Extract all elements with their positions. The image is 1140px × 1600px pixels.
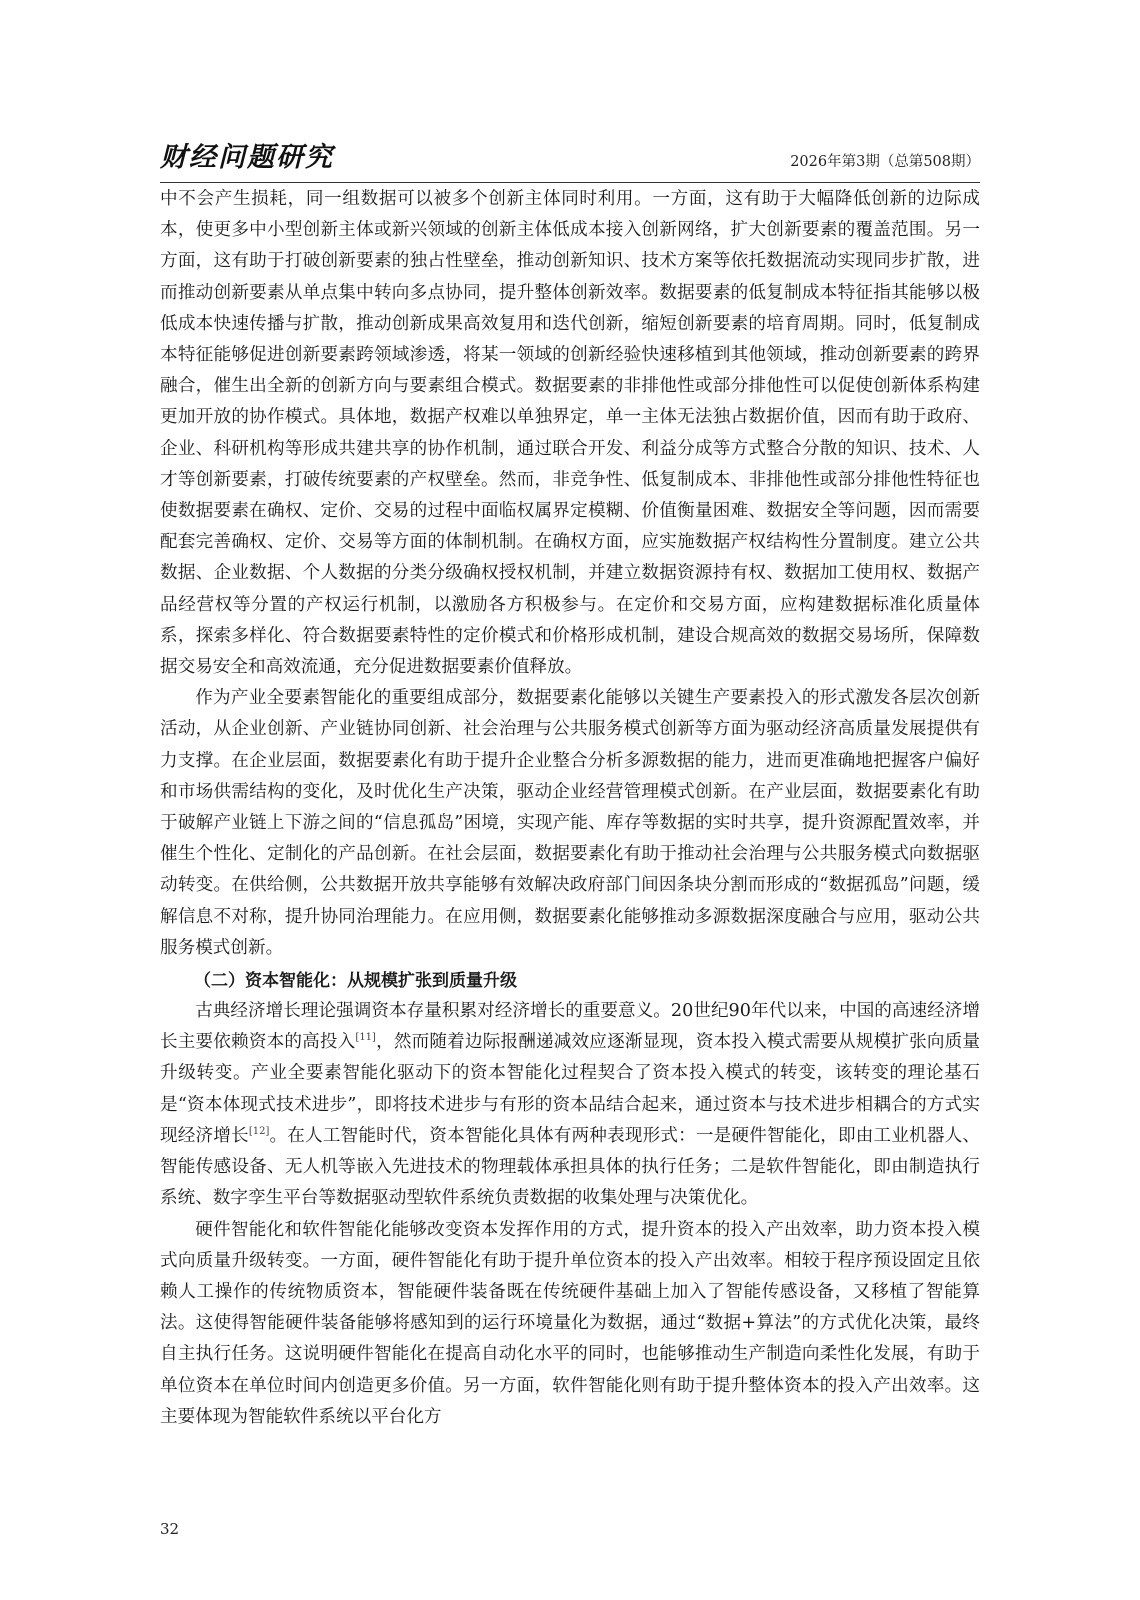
paragraph-3-part-b: ，然而随着边际报酬递减效应逐渐显现，资本投入模式需要从规模扩张向质量升级转变。产业全要素智能化驱动下的资本智能化过程契合了资本投入模式的转变，该转变的理论基石是“资本体现式技术进步”，即将技术进步与有形的资本品结合起来，通过资本与技术进步相耦合的方式实现经济增长	[160, 1032, 980, 1146]
paragraph-4: 硬件智能化和软件智能化能够改变资本发挥作用的方式，提升资本的投入产出效率，助力资本投入模式向质量升级转变。一方面，硬件智能化有助于提升单位资本的投入产出效率。相较于程序预设固定且依赖人工操作的传统物质资本，智能硬件装备既在传统硬件基础上加入了智能传感设备，又移植了智能算法。这使得智能硬件装备能够将感知到的运行环境量化为数据，通过“数据+算法”的方式优化决策，最终自主执行任务。这说明硬件智能化在提高自动化水平的同时，也能够推动生产制造向柔性化发展，有助于单位资本在单位时间内创造更多价值。另一方面，软件智能化则有助于提升整体资本的投入产出效率。这主要体现为智能软件系统以平台化方	[160, 1219, 980, 1427]
header-divider	[160, 182, 980, 183]
issue-info: 2026年第3期（总第508期）	[790, 154, 980, 170]
paragraph-2: 作为产业全要素智能化的重要组成部分，数据要素化能够以关键生产要素投入的形式激发各层次创新活动，从企业创新、产业链协同创新、社会治理与公共服务模式创新等方面为驱动经济高质量发展提供有力支撑。在企业层面，数据要素化有助于提升企业整合分析多源数据的能力，进而更准确地把握客户偏好和市场供需结构的变化，及时优化生产决策，驱动企业经营管理模式创新。在产业层面，数据要素化有助于破解产业链上下游之间的“信息孤岛”困境，实现产能、库存等数据的实时共享，提升资源配置效率，并催生个性化、定制化的产品创新。在社会层面，数据要素化有助于推动社会治理与公共服务模式向数据驱动转变。在供给侧，公共数据开放共享能够有效解决政府部门间因条块分割而形成的“数据孤岛”问题，缓解信息不对称，提升协同治理能力。在应用侧，数据要素化能够推动多源数据深度融合与应用，驱动公共服务模式创新。	[160, 688, 980, 958]
paragraph-1: 中不会产生损耗，同一组数据可以被多个创新主体同时利用。一方面，这有助于大幅降低创新的边际成本，使更多中小型创新主体或新兴领域的创新主体低成本接入创新网络，扩大创新要素的覆盖范围。另一方面，这有助于打破创新要素的独占性壁垒，推动创新知识、技术方案等依托数据流动实现同步扩散，进而推动创新要素从单点集中转向多点协同，提升整体创新效率。数据要素的低复制成本特征指其能够以极低成本快速传播与扩散，推动创新成果高效复用和迭代创新，缩短创新要素的培育周期。同时，低复制成本特征能够促进创新要素跨领域渗透，将某一领域的创新经验快速移植到其他领域，推动创新要素的跨界融合，催生出全新的创新方向与要素组合模式。数据要素的非排他性或部分排他性可以促使创新体系构建更加开放的协作模式。具体地，数据产权难以单独界定，单一主体无法独占数据价值，因而有助于政府、企业、科研机构等形成共建共享的协作机制，通过联合开发、利益分成等方式整合分散的知识、技术、人才等创新要素，打破传统要素的产权壁垒。然而，非竞争性、低复制成本、非排他性或部分排他性特征也使数据要素在确权、定价、交易的过程中面临权属界定模糊、价值衡量困难、数据安全等问题，因而需要配套完善确权、定价、交易等方面的体制机制。在确权方面，应实施数据产权结构性分置制度。建立公共数据、企业数据、个人数据的分类分级确权授权机制，并建立数据资源持有权、数据加工使用权、数据产品经营权等分置的产权运行机制，以激励各方积极参与。在定价和交易方面，应构建数据标准化质量体系，探索多样化、符合数据要素特性的定价模式和价格形成机制，建设合规高效的数据交易场所，保障数据交易安全和高效流通，充分促进数据要素价值释放。	[160, 189, 980, 678]
paragraph-3-part-c: 。在人工智能时代，资本智能化具体有两种表现形式：一是硬件智能化，即由工业机器人、智能传感设备、无人机等嵌入先进技术的物理载体承担具体的执行任务；二是软件智能化，即由制造执行系统、数字孪生平台等数据驱动型软件系统负责数据的收集处理与决策优化。	[160, 1125, 980, 1209]
section-heading: （二）资本智能化：从规模扩张到质量升级	[194, 971, 517, 992]
citation-ref-11: [11]	[355, 1032, 376, 1044]
page-number: 32	[160, 1520, 180, 1538]
article-body	[160, 184, 980, 1433]
running-header	[160, 140, 980, 180]
citation-ref-12: [12]	[248, 1126, 270, 1138]
journal-title-logo: 财经问题研究	[160, 142, 334, 173]
paragraph-3-part-a: 古典经济增长理论强调资本存量积累对经济增长的重要意义。20世纪90年代以来，中国的高速经济增长主要依赖资本的高投入	[160, 1001, 980, 1053]
paragraph-3	[160, 996, 980, 1214]
